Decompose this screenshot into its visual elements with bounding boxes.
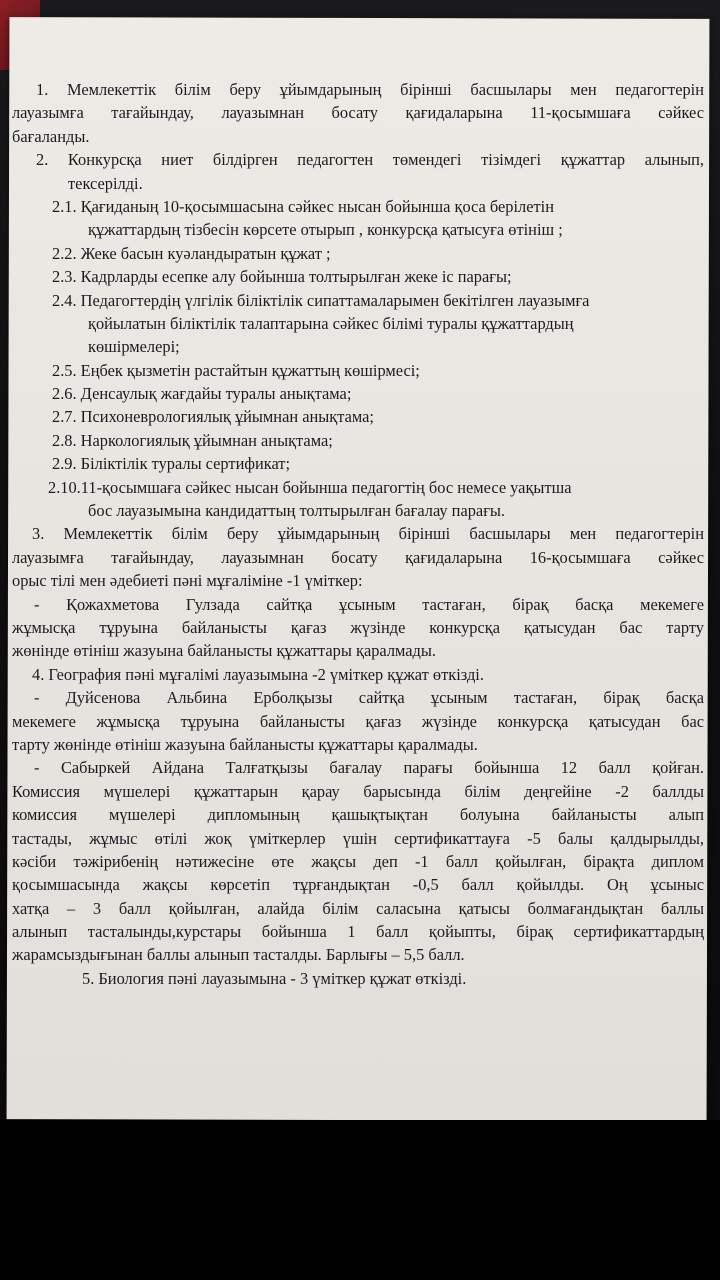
document-line: мекемеге жұмысқа тұруына байланысты қағаз жүзінде конкурсқа қатысудан бас [12,711,704,731]
document-line: 2.3. Кадрларды есепке алу бойынша толтырылған жеке іс парағы; [52,267,512,287]
document-line: 2. Конкурсқа ниет білдірген педагогтен төмендегі тізімдегі құжаттар алынып, [36,150,704,170]
document-line: лауазымға тағайындау, лауазымнан босату қағидаларына 11-қосымшаға сәйкес [12,103,704,123]
document-line: 2.7. Психоневрологиялық ұйымнан анықтама; [52,407,374,427]
document-line: орыс тілі мен әдебиеті пәні мұғаліміне -1 үміткер: [12,571,363,591]
document-line: жарамсыздығынан баллы алынып тасталды. Барлығы – 5,5 балл. [12,945,465,965]
document-line: 5. Биология пәні лауазымына - 3 үміткер құжат өткізді. [82,968,467,988]
document-line: кәсіби тәжірибенің нәтижесіне өте жақсы деп -1 балл қойылған, бірақта диплом [12,851,704,871]
document-line: қосымшасында жақсы көрсетіп тұрғандықтан -0,5 балл қойылды. Оң ұсыныс [12,875,704,895]
document-line: 2.9. Біліктілік туралы сертификат; [52,454,291,474]
document-line: - Қожахметова Гулзада сайтқа ұсыным тастаған, бірақ басқа мекемеге [34,594,704,614]
document-line: бағаланды. [12,126,90,146]
document-line: 1. Мемлекеттік білім беру ұйымдарының бірінші басшылары мен педагогтерін [36,80,704,99]
document-line: бос лауазымына кандидаттың толтырылған бағалау парағы. [88,501,506,521]
document-line: 2.4. Педагогтердің үлгілік біліктілік сипаттамаларымен бекітілген лауазымға [52,290,590,310]
document-line: жөнінде өтініш жазуына байланысты құжаттары қаралмады. [12,641,436,661]
document-line: 2.1. Қағиданың 10-қосымшасына сәйкес нысан бойынша қоса берілетін [52,196,554,216]
document-line: - Дуйсенова Альбина Ерболқызы сайтқа ұсыным тастаған, бірақ басқа [34,688,704,708]
document-line: комиссия мүшелері дипломының қашықтықтан болуына байланысты алып [12,805,704,825]
document-line: Комиссия мүшелері құжаттарын қарау барысында білім деңгейіне -2 баллды [12,781,704,801]
document-line: хатқа – 3 балл қойылған, алайда білім саласына қатысы болмағандықтан баллы [12,898,704,918]
document-line: көшірмелері; [88,337,180,357]
document-line: 2.10.11-қосымшаға сәйкес нысан бойынша педагогтің бос немесе уақытша [48,477,572,497]
document-line: - Сабыркей Айдана Талғатқызы бағалау парағы бойынша 12 балл қойған. [34,758,704,778]
document-line: тарту жөнінде өтініш жазуына байланысты құжаттары қаралмады. [12,734,478,754]
document-line: қойылатын біліктілік талаптарына сәйкес білімі туралы құжаттардың [88,313,574,333]
dark-background [0,1120,720,1280]
document-line: жұмысқа тұруына байланысты қағаз жүзінде конкурсқа қатысудан бас тарту [12,617,704,637]
document-line: 3. Мемлекеттік білім беру ұйымдарының бірінші басшылары мен педагогтерін [32,524,704,544]
document-line: лауазымға тағайындау, лауазымнан босату қағидаларына 16-қосымшаға сәйкес [12,547,704,567]
document-line: 4. География пәні мұғалімі лауазымына -2 үміткер құжат өткізді. [32,664,484,684]
document-line: тастады, жұмыс өтілі жоқ үміткерлер үшін сертификаттауға -5 балы қалдырылды, [12,828,704,848]
document-line: алынып тасталынды,курстары бойынша 1 балл қойыпты, бірақ сертификаттардың [12,922,704,942]
document-line: тексерілді. [68,173,143,193]
document-line: 2.5. Еңбек қызметін растайтын құжаттың көшірмесі; [52,360,420,380]
document-line: 2.6. Денсаулық жағдайы туралы анықтама; [52,384,352,404]
document-line: құжаттардың тізбесін көрсете отырып , конкурсқа қатысуға өтініш ; [88,220,563,240]
document-line: 2.8. Наркологиялық ұйымнан анықтама; [52,430,333,450]
document-line: 2.2. Жеке басын куәландыратын құжат ; [52,243,331,263]
document-text [12,78,704,990]
